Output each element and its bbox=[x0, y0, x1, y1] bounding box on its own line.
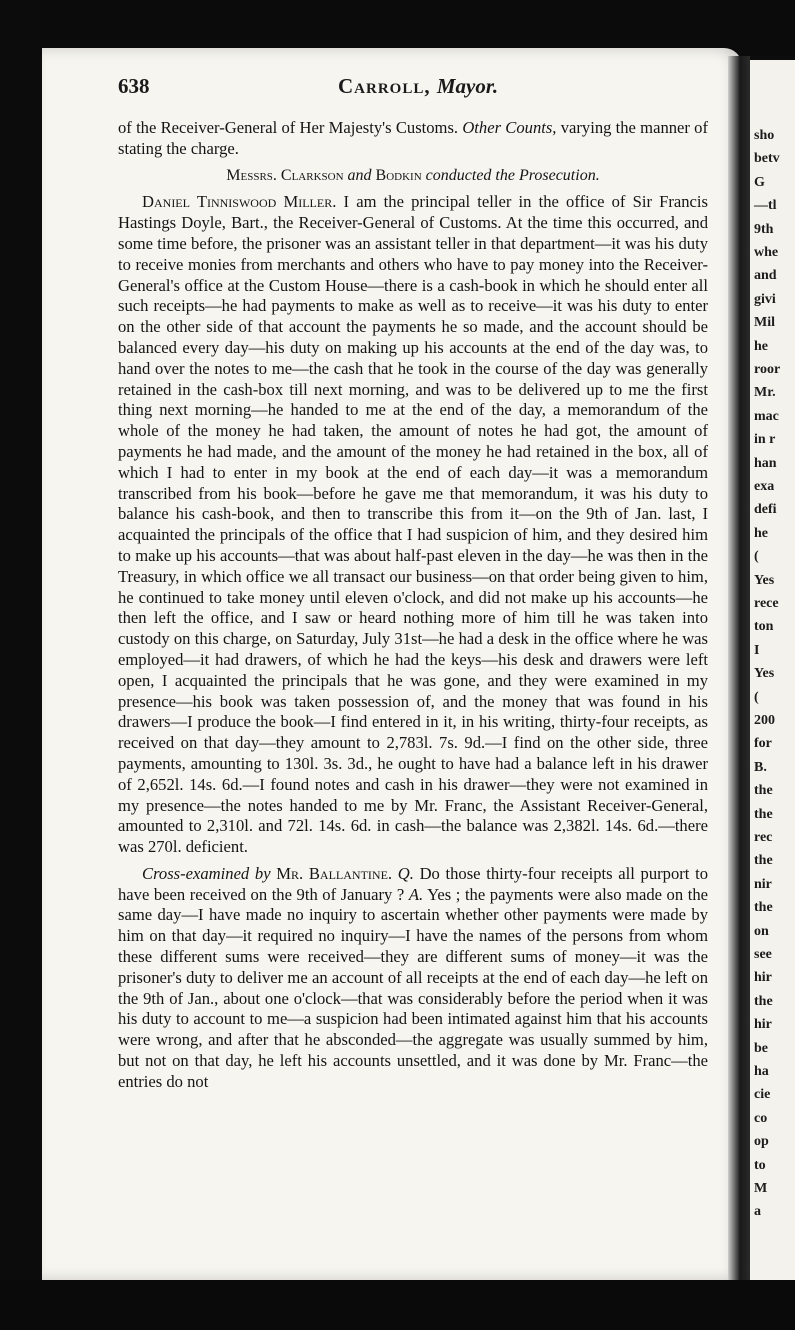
page-number: 638 bbox=[118, 74, 150, 98]
next-page-fragment: whe bbox=[754, 245, 779, 260]
next-page-fragment: 200 bbox=[754, 713, 775, 728]
counsel-and: and bbox=[347, 166, 372, 184]
next-page-fragment: nir bbox=[754, 876, 772, 892]
counsel-prefix: Messrs. Clarkson bbox=[226, 166, 344, 184]
next-page-fragment: I bbox=[754, 642, 760, 658]
next-page-fragment: defi bbox=[754, 502, 777, 518]
opening-text-a: of the Receiver-General of Her Majesty's Customs. bbox=[118, 118, 459, 137]
cross-examination-paragraph bbox=[118, 864, 708, 1093]
next-page-fragment: a bbox=[754, 1204, 761, 1220]
next-page-fragment: ( bbox=[754, 689, 759, 705]
testimony-text: I am the principal teller in the office of Sir Francis Hastings Doyle, Bart., the Receiver-General of Customs. At the time this occurred, and some time before, the prisoner was an assistant teller in that department—it was his duty to receive monies from merchants and others who have to pay money into the Receiver-General's office at the Custom House—there is a cash-book in which he should enter all such receipts—he had payments to make as well as to receive—it was his duty to enter on the other side of that account the payments he so made, and the account should be balanced every day—his duty on making up his accounts at the end of the day was, to hand over the notes to me—the cash that he took in the course of the day was generally retained in the cash-box till next morning, and was to be delivered up to me the first thing next morning—he handed to me at the end of the day, a memorandum of the whole of the money he had taken, the amount of notes he had got, the amount of payments he had made, and the amount of the money he had retained in the box, all of which I had to enter in my book at the end of each day—it was a memorandum transcribed from his book—before he gave me that memorandum, it was his duty to balance his cash-book, and then to transcribe this from it—on the 9th of Jan. last, I acquainted the principals of the office that I had suspicion of him, and they desired him to make up his accounts—that was about half-past eleven in the day—he was then in the Treasury, in which office we all transact our business—on that order being given to him, he continued to take money until eleven o'clock, and did not make up his accounts—he then left the office, and I saw or heard nothing more of him till he was taken into custody on this charge, on Saturday, July 31st—he had a desk in the office where he was employed—it had drawers, of which he had the keys—his desk and drawers were left open, I acquainted the principals that he was gone, and they were examined in my presence—his book was taken possession of, and the money that was found in his drawers—I produce the book—I find entered in it, in his writing, thirty-four receipts, as received on that day—they amount to 2,783l. 7s. 9d.—I find on the other side, three payments, amounting to 130l. 3s. 3d., he ought to have had a balance left in his drawer of 2,652l. 14s. 6d.—I found notes and cash in his drawer—they were not examined in my presence—the notes handed to me by Mr. Franc, the Assistant Receiver-General, amounted to 2,310l. and 72l. 14s. 6d. in cash—the balance was 2,382l. 14s. 6d.—there was 270l. deficient. bbox=[118, 192, 708, 857]
next-page-fragment: the bbox=[754, 853, 773, 869]
next-page-fragment: he bbox=[754, 338, 768, 354]
counsel-second: Bodkin bbox=[375, 166, 422, 184]
next-page-fragment: betv bbox=[754, 151, 780, 167]
next-page-fragment: mac bbox=[754, 408, 779, 424]
next-page-fragment: he bbox=[754, 525, 768, 541]
next-page-edge bbox=[750, 60, 795, 1280]
next-page-fragment: rece bbox=[754, 596, 779, 611]
question-text: Do those thirty-four receipts all purport to have been received on the 9th of January ? bbox=[118, 863, 708, 904]
next-page-fragment: givi bbox=[754, 291, 776, 307]
next-page-fragment: han bbox=[754, 455, 777, 471]
next-page-fragment: the bbox=[754, 900, 773, 916]
next-page-fragment: cie bbox=[754, 1087, 771, 1103]
body-text bbox=[118, 118, 708, 1093]
answer-text: Yes ; the payments were also made on the same day—I have made no inquiry to ascertain whether other payments were made by him on that day—it required no inquiry—I have the names of the persons from whom these different sums were received—they are different sums of money—it was the prisoner's duty to deliver me an account of all receipts at the end of each day—he left on the 9th of Jan., about one o'clock—that was considerably before the period when it was his duty to account to me—a suspicion had been intimated against him that his accounts were wrong, and after that he absconded—the aggregate was usually summed by him, but not on that day, he left his accounts unsettled, and it was done by Mr. Franc—the entries do not bbox=[118, 884, 708, 1091]
counsel-line bbox=[118, 166, 708, 187]
next-page-fragment: see bbox=[754, 947, 772, 962]
scan-border-bottom bbox=[0, 1280, 795, 1330]
next-page-fragment: on bbox=[754, 923, 769, 939]
scan-border-left bbox=[0, 0, 40, 1330]
next-page-fragment: the bbox=[754, 783, 773, 799]
next-page-fragment: hir bbox=[754, 970, 772, 986]
opening-paragraph bbox=[118, 118, 708, 160]
next-page-fragment: the bbox=[754, 806, 773, 822]
next-page-fragment: be bbox=[754, 1040, 768, 1056]
next-page-fragment: B. bbox=[754, 759, 767, 775]
next-page-fragment: G bbox=[754, 174, 765, 190]
next-page-fragment: roor bbox=[754, 362, 781, 377]
next-page-fragment: in r bbox=[754, 432, 776, 448]
next-page-fragment: —tl bbox=[754, 198, 777, 214]
counsel-suffix: conducted the Prosecution. bbox=[425, 166, 600, 184]
running-head-name: Carroll, bbox=[338, 74, 431, 98]
cross-label: Cross-examined by bbox=[142, 863, 271, 883]
cross-counsel: Mr. Ballantine. bbox=[276, 863, 393, 883]
answer-mark: A. bbox=[408, 884, 424, 904]
book-gutter bbox=[728, 56, 750, 1280]
next-page-fragment: Mil bbox=[754, 315, 775, 331]
next-page-fragment: exa bbox=[754, 479, 775, 494]
next-page-fragment: ton bbox=[754, 619, 774, 635]
testimony-paragraph bbox=[118, 192, 708, 858]
opening-text-b: varying the manner of stating the charge. bbox=[118, 118, 708, 158]
next-page-fragment: sho bbox=[754, 128, 775, 143]
next-page-fragment: to bbox=[754, 1157, 766, 1173]
next-page-fragment: op bbox=[754, 1134, 769, 1150]
next-page-fragment: Yes bbox=[754, 572, 775, 588]
next-page-fragment: ( bbox=[754, 549, 759, 565]
running-head bbox=[338, 74, 498, 99]
next-page-fragment: co bbox=[754, 1110, 768, 1126]
next-page-fragment: ha bbox=[754, 1064, 769, 1079]
other-counts-label: Other Counts, bbox=[462, 118, 557, 137]
next-page-fragment: 9th bbox=[754, 221, 774, 237]
next-page-fragment: rec bbox=[754, 830, 773, 845]
next-page-fragment: and bbox=[754, 268, 777, 284]
running-head-office: Mayor. bbox=[436, 74, 499, 98]
witness-name: Daniel Tinniswood Miller. bbox=[142, 192, 337, 212]
next-page-fragment: Yes bbox=[754, 666, 775, 682]
next-page-fragment: Mr. bbox=[754, 385, 776, 401]
next-page-fragment: the bbox=[754, 993, 773, 1009]
next-page-fragment: M bbox=[754, 1181, 768, 1196]
question-mark: Q. bbox=[397, 863, 414, 883]
page-header bbox=[118, 74, 718, 104]
next-page-fragment: hir bbox=[754, 1017, 772, 1033]
next-page-fragment: for bbox=[754, 736, 772, 752]
